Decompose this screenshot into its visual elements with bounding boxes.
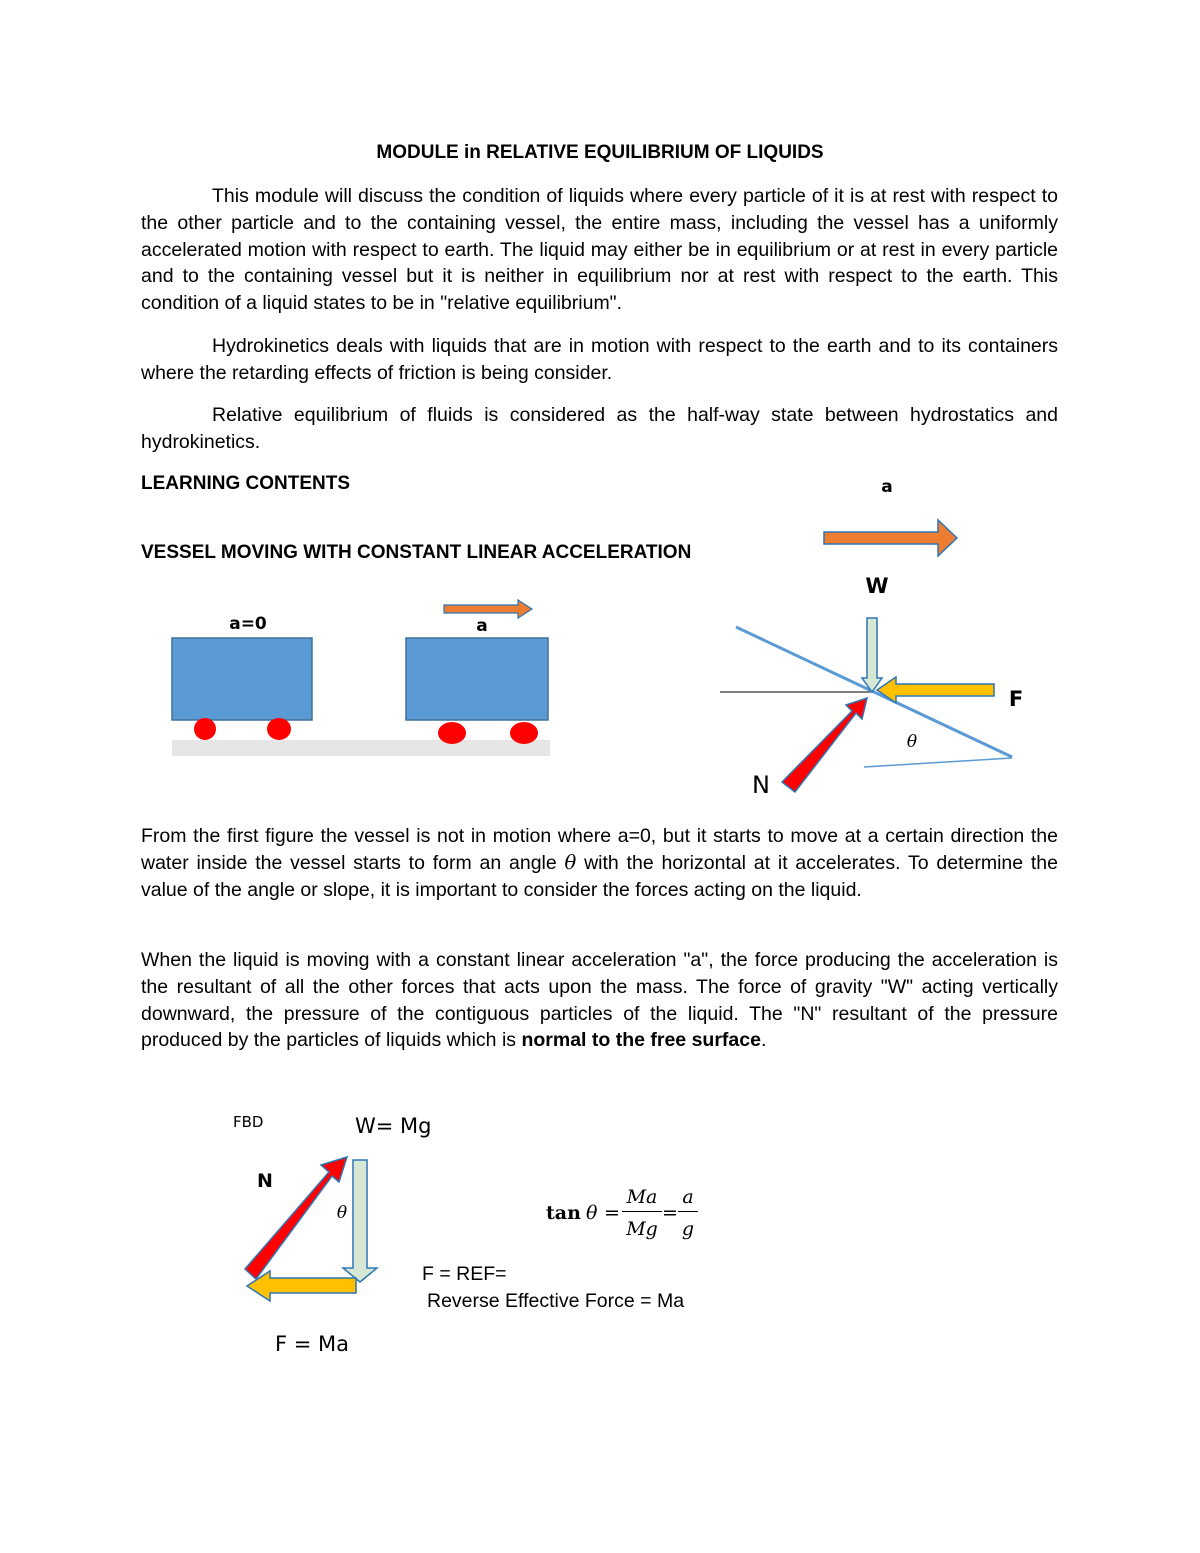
- angle-text-part2: with the horizontal at it accelerates. To determine the value of the angle or slope, it is important to consider the forces acting on the liquid.: [141, 851, 1058, 901]
- formula-theta: θ: [586, 1202, 598, 1224]
- ground-strip: [172, 740, 550, 756]
- label-w-mg: W= Mg: [355, 1114, 432, 1138]
- ref-line-1: F = REF=: [422, 1263, 507, 1285]
- wheel: [510, 722, 538, 744]
- formula-numerator-1: Ma: [626, 1186, 658, 1208]
- page-title: MODULE in RELATIVE EQUILIBRIUM OF LIQUIDS: [376, 142, 824, 163]
- label-a: a: [881, 477, 893, 497]
- label-f: F: [1008, 687, 1024, 711]
- acceleration-text: When the liquid is moving with a constant linear acceleration "a", the force producing the acceleration is the resultant of all the other forces that acts upon the mass. The force of gravity "W" acting vertically downward, the pressure of the contiguous particles of the liquid. The "N" resultant of the pressure produced by the particles of liquids which is: [141, 949, 1058, 1052]
- angle-paragraph: [141, 823, 1058, 903]
- ref-line-2: Reverse Effective Force = Ma: [427, 1290, 685, 1312]
- vessel-at-rest: [172, 638, 312, 720]
- label-theta: θ: [336, 1203, 348, 1223]
- cart-figure: [160, 590, 560, 770]
- wheel: [438, 722, 466, 744]
- acceleration-text-end: .: [760, 1029, 767, 1052]
- formula-denominator-1: Mg: [626, 1218, 658, 1240]
- section-heading: LEARNING CONTENTS: [141, 473, 350, 494]
- acceleration-arrow: [824, 520, 957, 556]
- fraction-bar-2: [678, 1211, 698, 1212]
- label-f-ma: F = Ma: [274, 1332, 350, 1356]
- relative-equilibrium-paragraph: Relative equilibrium of fluids is considered as the half-way state between hydrostatics and hydrokinetics.: [141, 404, 1058, 453]
- acceleration-paragraph: [141, 947, 1058, 1054]
- formula-equals-2: =: [662, 1202, 678, 1224]
- force-figure: [700, 470, 1040, 805]
- label-fbd: FBD: [233, 1113, 264, 1131]
- fraction-bar-1: [622, 1211, 662, 1212]
- label-n: N: [752, 771, 770, 799]
- force-f-arrow: [877, 677, 994, 703]
- formula-denominator-2: g: [681, 1218, 695, 1240]
- reference-line: [864, 758, 1012, 767]
- wheel: [194, 718, 216, 740]
- acceleration-arrow: [444, 600, 532, 618]
- fbd-figure: [225, 1100, 485, 1370]
- weight-arrow: [343, 1160, 377, 1282]
- label-w: W: [865, 574, 889, 598]
- force-f-arrow: [247, 1271, 356, 1301]
- label-a-zero: a=0: [229, 614, 267, 634]
- label-a: a: [476, 616, 488, 636]
- formula-numerator-2: a: [682, 1186, 694, 1208]
- label-n: N: [257, 1170, 273, 1192]
- theta-symbol: θ: [564, 850, 577, 874]
- tan-label: tan: [546, 1202, 581, 1224]
- formula-equals-1: =: [604, 1202, 620, 1224]
- label-theta: θ: [906, 732, 918, 752]
- angle-text-part1: From the first figure the vessel is not in motion where a=0, but it starts to move at a certain direction the water inside the vessel starts to form an angle: [141, 825, 1058, 874]
- intro-paragraph: This module will discuss the condition of liquids where every particle of it is at rest with respect to the other particle and to the containing vessel, the entire mass, including the vessel has a uniformly accelerated motion with respect to earth. The liquid may either be in equilibrium or at rest in every particle and to the containing vessel but it is neither in equilibrium nor at rest with respect to the earth. This condition of a liquid states to be in "relative equilibrium".: [141, 185, 1058, 315]
- hydrokinetics-paragraph: Hydrokinetics deals with liquids that are in motion with respect to the earth and to its containers where the retarding effects of friction is being consider.: [141, 335, 1058, 384]
- normal-to-surface-text: normal to the free surface: [521, 1029, 761, 1052]
- wheel: [267, 718, 291, 740]
- vessel-accelerating: [406, 638, 548, 720]
- normal-force-arrow: [782, 698, 867, 792]
- weight-arrow: [862, 618, 882, 692]
- subsection-heading: VESSEL MOVING WITH CONSTANT LINEAR ACCELERATION: [141, 542, 692, 563]
